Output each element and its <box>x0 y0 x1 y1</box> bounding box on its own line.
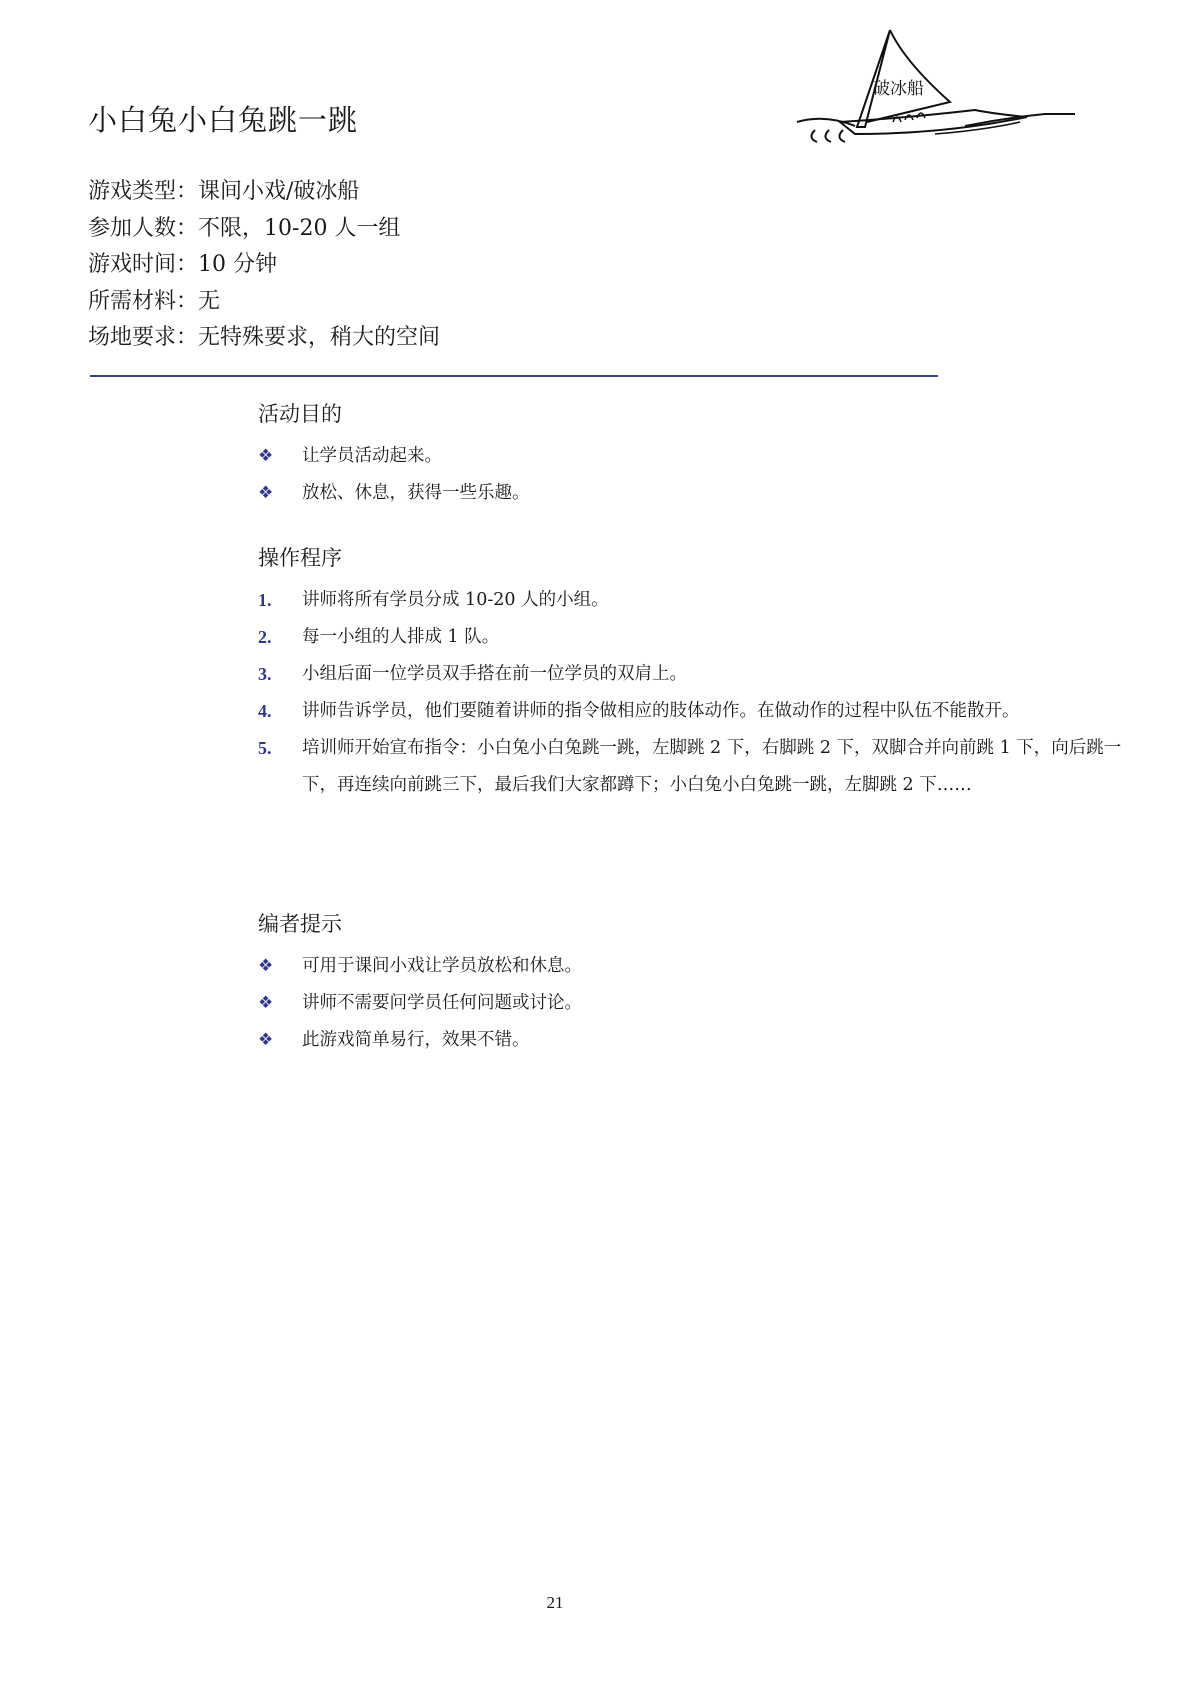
tips-heading: 编者提示 <box>258 912 342 936</box>
tips-list <box>258 948 1138 1059</box>
step-number: 5. <box>258 738 272 758</box>
tips-section <box>258 908 1138 1059</box>
diamond-bullet-icon: ❖ <box>258 1030 274 1050</box>
list-item: 2. 每一小组的人排成 1 队。 <box>258 619 1138 656</box>
game-info-type: 游戏类型：课间小戏/破冰船 <box>88 179 360 204</box>
goal-list <box>258 438 1138 512</box>
goal-heading: 活动目的 <box>258 402 342 426</box>
diamond-bullet-icon: ❖ <box>258 993 274 1013</box>
list-item: ❖ 放松、休息，获得一些乐趣。 <box>258 475 1138 512</box>
wave-curls <box>811 130 845 142</box>
goal-section <box>258 398 1138 512</box>
procedure-list <box>258 582 1138 804</box>
section-divider <box>90 375 938 377</box>
game-info-venue: 场地要求：无特殊要求，稍大的空间 <box>88 325 441 350</box>
list-item: 3. 小组后面一位学员双手搭在前一位学员的双肩上。 <box>258 656 1138 693</box>
procedure-section <box>258 542 1138 804</box>
diamond-bullet-icon: ❖ <box>258 446 274 466</box>
sail-outline <box>867 30 950 122</box>
wave-left <box>797 119 855 126</box>
list-item: ❖ 讲师不需要问学员任何问题或讨论。 <box>258 985 1138 1022</box>
sailboat-logo-icon <box>795 22 1075 152</box>
step-number: 3. <box>258 664 272 684</box>
game-info-duration: 游戏时间：10 分钟 <box>88 252 278 277</box>
list-item: ❖ 让学员活动起来。 <box>258 438 1138 475</box>
procedure-heading: 操作程序 <box>258 546 342 570</box>
step-number: 2. <box>258 627 272 647</box>
diamond-bullet-icon: ❖ <box>258 956 274 976</box>
page-number: 21 <box>546 1593 564 1612</box>
list-item: ❖ 此游戏简单易行，效果不错。 <box>258 1022 1138 1059</box>
game-info-materials: 所需材料：无 <box>88 288 221 314</box>
step-number: 4. <box>258 701 272 721</box>
page-title: 小白兔小白兔跳一跳 <box>88 103 359 137</box>
list-item: 4. 讲师告诉学员，他们要随着讲师的指令做相应的肢体动作。在做动作的过程中队伍不能散开。 <box>258 693 1138 730</box>
game-info-list <box>88 174 440 357</box>
list-item: 1. 讲师将所有学员分成 10-20 人的小组。 <box>258 582 1138 619</box>
game-info-participants: 参加人数：不限，10-20 人一组 <box>88 215 401 241</box>
list-item: 5. 培训师开始宣布指令：小白兔小白兔跳一跳，左脚跳 2 下，右脚跳 2 下，双脚合并向前跳 1 下，向后跳一下，再连续向前跳三下，最后我们大家都蹲下；小白兔小白兔跳一跳，左脚跳 2 下…… <box>258 730 1138 804</box>
step-number: 1. <box>258 590 272 610</box>
list-item: ❖ 可用于课间小戏让学员放松和休息。 <box>258 948 1138 985</box>
logo-text: 破冰船 <box>873 79 924 99</box>
diamond-bullet-icon: ❖ <box>258 483 274 503</box>
